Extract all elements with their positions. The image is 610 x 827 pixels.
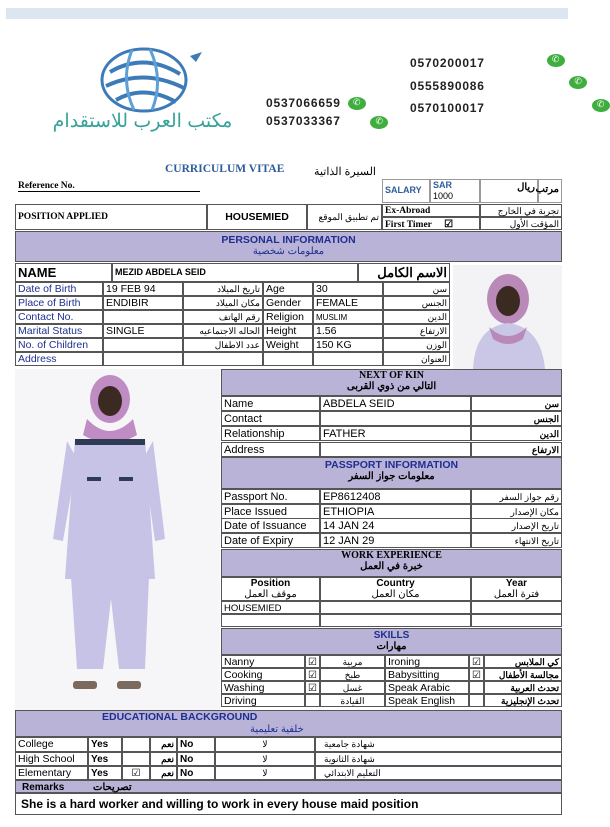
edu-yes-ar: نعم [150, 766, 177, 780]
phone-right-1[interactable]: 0570200017 [410, 56, 485, 70]
whatsapp-icon [348, 97, 366, 110]
personal-value2: MUSLIM [313, 310, 383, 324]
phone-right-3[interactable]: 0570100017 [410, 101, 485, 115]
personal-label2: Weight [263, 338, 313, 352]
personal-value2: FEMALE [313, 296, 383, 310]
personal-label2 [263, 352, 313, 366]
phone-left-1[interactable]: 0537066659 [266, 96, 341, 110]
kin-ar: سن [471, 396, 562, 411]
skill-checkbox[interactable]: ☑ [469, 655, 484, 668]
phone-left-2[interactable]: 0537033367 [266, 114, 341, 128]
skill-ar: غسل [320, 681, 385, 694]
portrait-photo [453, 265, 562, 369]
salary-currency-code: SAR [433, 180, 453, 190]
work-cell [471, 614, 562, 627]
kin-label: Contact [221, 411, 320, 426]
edu-yes: Yes [88, 737, 122, 752]
skill-ar: مجالسة الأطفال [484, 668, 562, 681]
skill-ar: تحدث الإنجليزية [484, 694, 562, 707]
edu-yes: Yes [88, 752, 122, 766]
position-label: POSITION APPLIED [15, 204, 207, 230]
personal-ar2: الدين [383, 310, 450, 324]
edu-checkbox[interactable] [122, 752, 150, 766]
salary-label: SALARY [382, 179, 430, 203]
logo-text: مكتب العرب للاستقدام [52, 111, 233, 132]
skill-label: Cooking [221, 668, 305, 681]
kin-value [320, 442, 471, 457]
edu-no: No [177, 752, 215, 766]
skill-checkbox[interactable]: ☑ [305, 655, 320, 668]
passport-ar: مكان الإصدار [471, 504, 562, 519]
edu-ar: التعليم الابتدائي [315, 766, 562, 780]
education-header [15, 710, 562, 737]
skill-ar: القيادة [320, 694, 385, 707]
work-title: WORK EXPERIENCE [341, 550, 442, 561]
personal-label2: Gender [263, 296, 313, 310]
personal-info-title: PERSONAL INFORMATION [221, 234, 356, 246]
personal-value: 19 FEB 94 [103, 282, 183, 296]
edu-label: Elementary [15, 766, 88, 780]
skill-label: Washing [221, 681, 305, 694]
skill-ar: كي الملابس [484, 655, 562, 668]
salary-currency [430, 179, 480, 203]
kin-label: Address [221, 442, 320, 457]
kin-ar: الدين [471, 426, 562, 441]
personal-info-header [15, 231, 562, 262]
personal-value: ENDIBIR [103, 296, 183, 310]
kin-value [320, 411, 471, 426]
passport-ar: تاريخ الانتهاء [471, 533, 562, 548]
remarks-label [15, 780, 562, 793]
personal-value: SINGLE [103, 324, 183, 338]
kin-title-ar: التالي من ذوي القربى [346, 381, 437, 392]
personal-ar: مكان الميلاد [183, 296, 263, 310]
personal-info-title-ar: معلومات شخصية [252, 246, 325, 257]
edu-no-ar: لا [215, 766, 315, 780]
name-label: NAME [15, 263, 112, 282]
personal-ar2: العنوان [383, 352, 450, 366]
work-col-ar: موقف العمل [244, 589, 297, 600]
personal-ar: رقم الهاتف [183, 310, 263, 324]
kin-value: FATHER [320, 426, 471, 441]
edu-ar: شهادة الثانوية [315, 752, 562, 766]
skill-checkbox[interactable] [469, 681, 484, 694]
kin-ar: الارتفاع [471, 442, 562, 457]
remarks-title: Remarks [22, 782, 65, 793]
personal-label: Address [15, 352, 103, 366]
personal-ar2: الجنس [383, 296, 450, 310]
personal-label: Contact No. [15, 310, 103, 324]
personal-value2 [313, 352, 383, 366]
whatsapp-icon [547, 54, 565, 67]
cv-title-ar: السيرة الذاتية [314, 166, 376, 178]
work-col-en: Position [250, 578, 291, 589]
personal-value [103, 310, 183, 324]
ex-abroad-ar: تجربة في الخارج [480, 204, 562, 217]
personal-value [103, 352, 183, 366]
full-body-photo [15, 369, 220, 710]
skill-checkbox[interactable] [305, 694, 320, 707]
personal-ar: عدد الاطفال [183, 338, 263, 352]
reference-label: Reference No. [18, 181, 200, 192]
whatsapp-icon [370, 116, 388, 129]
skill-checkbox[interactable]: ☑ [305, 668, 320, 681]
whatsapp-icon [592, 99, 610, 112]
position-ar: تم تطبيق الموقع [307, 204, 382, 230]
passport-value: 12 JAN 29 [320, 533, 471, 548]
skill-ar: تحدث العربية [484, 681, 562, 694]
passport-title-ar: معلومات جواز السفر [348, 471, 435, 482]
personal-ar2: سن [383, 282, 450, 296]
salary-ar-label: مرتب [538, 179, 562, 203]
edu-yes: Yes [88, 766, 122, 780]
skill-label: Driving [221, 694, 305, 707]
personal-value2: 30 [313, 282, 383, 296]
first-timer-ar: المؤقت الأول [480, 217, 562, 230]
skill-ar: مربية [320, 655, 385, 668]
edu-no: No [177, 766, 215, 780]
personal-label: Date of Birth [15, 282, 103, 296]
edu-no-ar: لا [215, 737, 315, 752]
kin-label: Name [221, 396, 320, 411]
work-col-ar: فترة العمل [493, 589, 540, 600]
personal-ar2: الوزن [383, 338, 450, 352]
skill-ar: طبخ [320, 668, 385, 681]
top-bar [6, 8, 568, 19]
kin-header [221, 369, 562, 396]
work-col-header [221, 577, 320, 601]
salary-ar-currency: ريال [480, 179, 538, 203]
passport-value: ETHIOPIA [320, 504, 471, 519]
edu-yes-ar: نعم [150, 737, 177, 752]
first-timer-row [382, 217, 480, 230]
passport-label: Date of Issuance [221, 518, 320, 533]
edu-label: High School [15, 752, 88, 766]
first-timer-label: First Timer [385, 220, 432, 230]
work-title-ar: خبرة في العمل [360, 561, 423, 572]
work-col-header [320, 577, 471, 601]
skill-label: Ironing [385, 655, 469, 668]
personal-label2: Religion [263, 310, 313, 324]
cv-title: CURRICULUM VITAE [165, 163, 285, 175]
personal-ar [183, 352, 263, 366]
passport-value: 14 JAN 24 [320, 518, 471, 533]
skills-title-ar: مهارات [376, 641, 407, 652]
kin-value: ABDELA SEID [320, 396, 471, 411]
work-cell [471, 601, 562, 614]
personal-ar: الحاله الاجتماعيه [183, 324, 263, 338]
work-col-ar: مكان العمل [371, 589, 420, 600]
passport-value: EP8612408 [320, 489, 471, 504]
globe-icon [40, 42, 245, 114]
kin-ar: الجنس [471, 411, 562, 426]
education-title-ar: خلفية تعليمية [250, 724, 304, 735]
work-cell [320, 601, 471, 614]
whatsapp-icon [569, 76, 587, 89]
passport-label: Passport No. [221, 489, 320, 504]
skills-title: SKILLS [373, 630, 410, 641]
passport-title: PASSPORT INFORMATION [324, 459, 459, 471]
personal-value2: 150 KG [313, 338, 383, 352]
personal-label: Place of Birth [15, 296, 103, 310]
passport-label: Place Issued [221, 504, 320, 519]
edu-yes-ar: نعم [150, 752, 177, 766]
skill-checkbox[interactable]: ☑ [305, 681, 320, 694]
remarks-title-ar: تصريحات [93, 782, 132, 793]
skill-checkbox[interactable] [469, 694, 484, 707]
education-title: EDUCATIONAL BACKGROUND [102, 711, 258, 723]
personal-value [103, 338, 183, 352]
edu-label: College [15, 737, 88, 752]
passport-ar: تاريخ الإصدار [471, 518, 562, 533]
ex-abroad-label: Ex-Abroad [382, 204, 480, 217]
work-cell: HOUSEMIED [221, 601, 320, 614]
skill-checkbox[interactable]: ☑ [469, 668, 484, 681]
remarks-text: She is a hard worker and willing to work in every house maid position [15, 793, 562, 815]
edu-checkbox[interactable]: ☑ [122, 766, 150, 780]
personal-ar: تاريخ الميلاد [183, 282, 263, 296]
edu-ar: شهادة جامعية [315, 737, 562, 752]
passport-ar: رقم جواز السفر [471, 489, 562, 504]
passport-header [221, 457, 562, 489]
phone-right-2[interactable]: 0555890086 [410, 79, 485, 93]
work-cell [221, 614, 320, 627]
edu-no-ar: لا [215, 752, 315, 766]
work-col-header [471, 577, 562, 601]
work-cell [320, 614, 471, 627]
company-logo [40, 42, 245, 137]
passport-label: Date of Expiry [221, 533, 320, 548]
skills-header [221, 628, 562, 655]
personal-label: No. of Children [15, 338, 103, 352]
edu-checkbox[interactable] [122, 737, 150, 752]
edu-no: No [177, 737, 215, 752]
first-timer-checkbox[interactable]: ☑ [444, 219, 454, 230]
personal-ar2: الارتفاع [383, 324, 450, 338]
skill-label: Babysitting [385, 668, 469, 681]
kin-label: Relationship [221, 426, 320, 441]
personal-label2: Height [263, 324, 313, 338]
work-col-en: Year [505, 578, 528, 589]
skill-label: Speak English [385, 694, 469, 707]
kin-title: NEXT OF KIN [358, 370, 424, 381]
name-value: MEZID ABDELA SEID [112, 263, 358, 282]
personal-label2: Age [263, 282, 313, 296]
skill-label: Speak Arabic [385, 681, 469, 694]
name-ar: الاسم الكامل [358, 263, 450, 282]
position-value: HOUSEMIED [207, 204, 307, 230]
work-col-en: Country [376, 578, 415, 589]
skill-label: Nanny [221, 655, 305, 668]
personal-label: Marital Status [15, 324, 103, 338]
salary-amount: 1000 [433, 191, 454, 201]
personal-value2: 1.56 [313, 324, 383, 338]
work-header [221, 549, 562, 577]
